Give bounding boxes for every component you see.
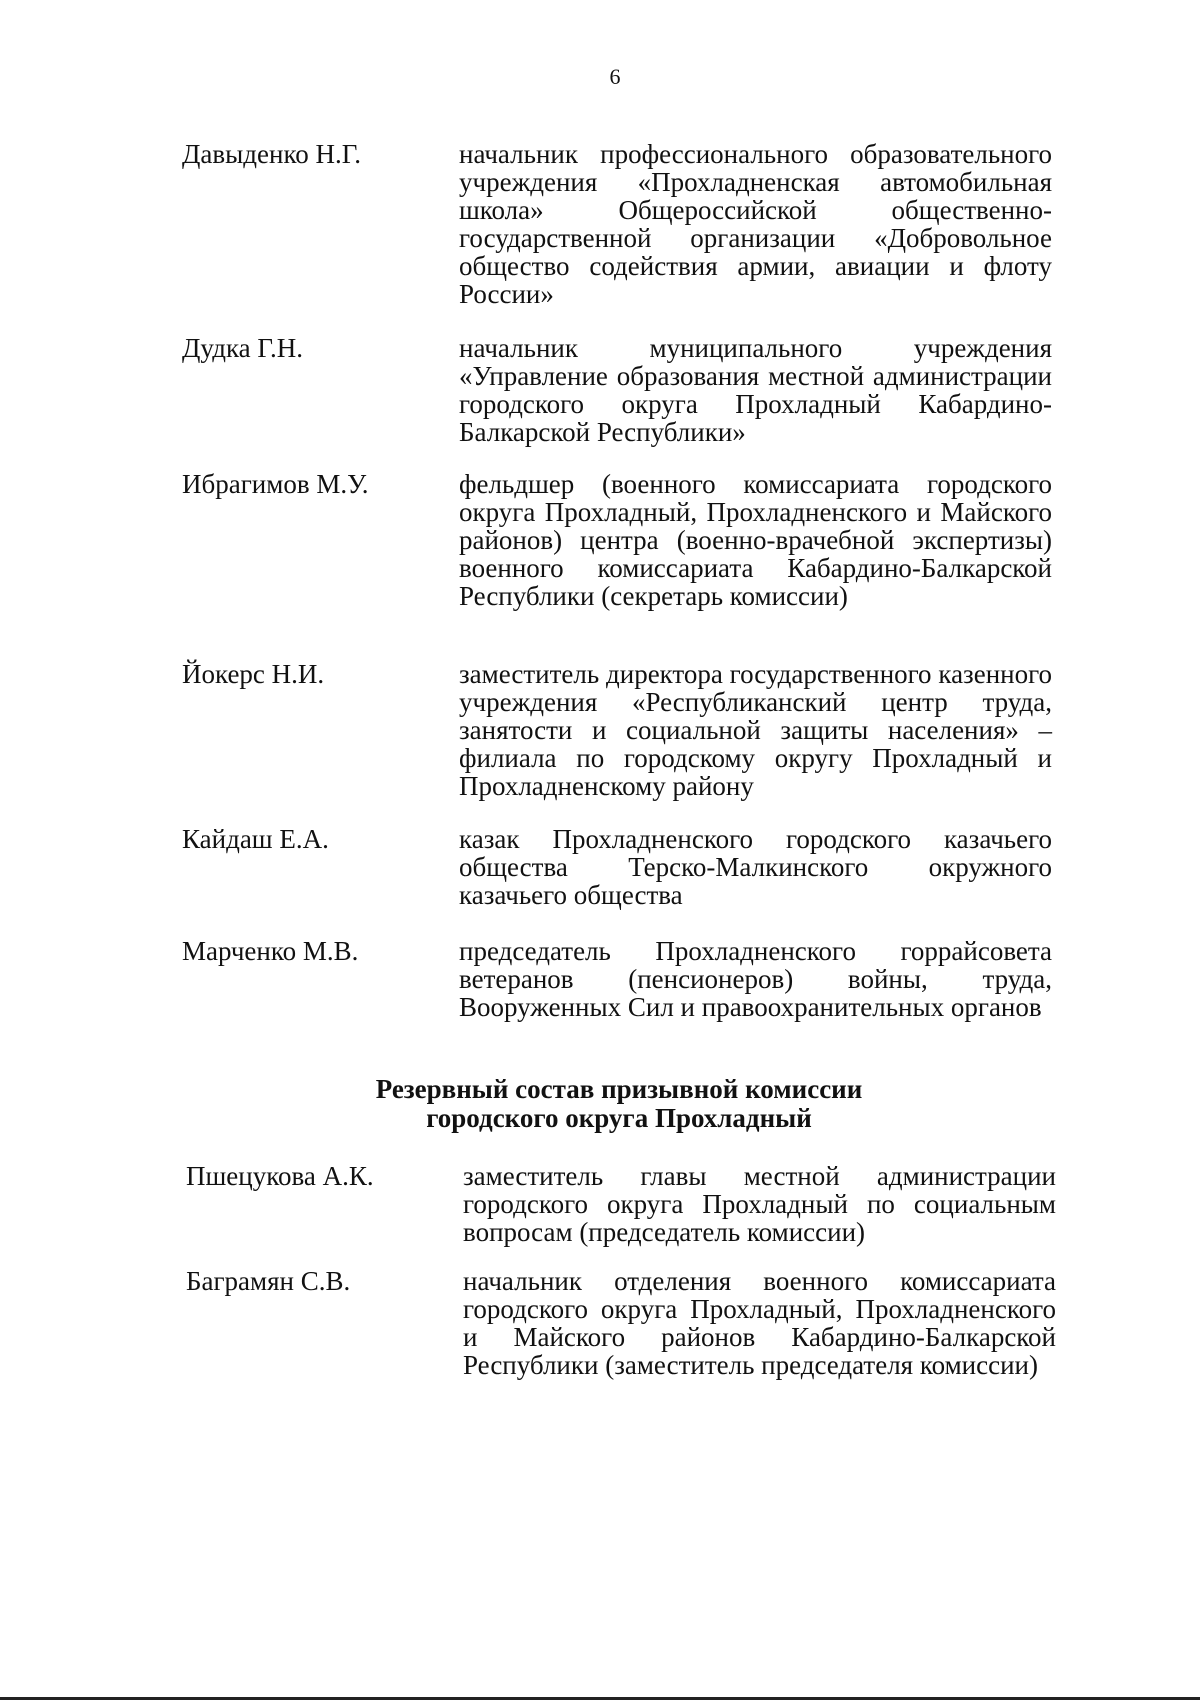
page-bottom-edge bbox=[0, 1697, 1200, 1700]
member-name: Дудка Г.Н. bbox=[182, 333, 303, 363]
member-name: Баграмян С.В. bbox=[186, 1266, 351, 1296]
member-position: казак Прохладненского городского казачьего общества Терско-Малкинского окружного казачьего общества bbox=[459, 824, 1052, 910]
member-name: Марченко М.В. bbox=[182, 936, 359, 966]
member-position: заместитель главы местной администрации городского округа Прохладный по социальным вопросам (председатель комиссии) bbox=[463, 1161, 1056, 1247]
member-position: начальник отделения военного комиссариата городского округа Прохладный, Прохладненского и Майского районов Кабардино-Балкарской Республики (заместитель председателя комиссии) bbox=[463, 1266, 1056, 1380]
section-heading bbox=[0, 1075, 1200, 1133]
member-position: начальник профессионального образовательного учреждения «Прохладненская автомобильная школа» Общероссийской общественно-государственной организации «Добровольное общество содействия армии, авиации и флоту России» bbox=[459, 139, 1052, 309]
section-heading-line: городского округа Прохладный bbox=[426, 1103, 812, 1133]
member-name: Кайдаш Е.А. bbox=[182, 824, 329, 854]
member-position: заместитель директора государственного казенного учреждения «Республиканский центр труда, занятости и социальной защиты населения» – филиала по городскому округу Прохладный и Прохладненскому району bbox=[459, 659, 1052, 801]
member-position: фельдшер (военного комиссариата городского округа Прохладный, Прохладненского и Майского районов) центра (военно-врачебной экспертизы) военного комиссариата Кабардино-Балкарской Республики (секретарь комиссии) bbox=[459, 469, 1052, 611]
member-position: начальник муниципального учреждения «Управление образования местной администрации городского округа Прохладный Кабардино-Балкарской Республики» bbox=[459, 333, 1052, 447]
member-name: Йокерс Н.И. bbox=[182, 659, 325, 689]
member-name: Ибрагимов М.У. bbox=[182, 469, 369, 499]
page-number: 6 bbox=[609, 64, 621, 89]
section-heading-line: Резервный состав призывной комиссии bbox=[375, 1074, 863, 1104]
member-position: председатель Прохладненского горрайсовета ветеранов (пенсионеров) войны, труда, Вооруженных Сил и правоохранительных органов bbox=[459, 936, 1052, 1022]
member-name: Пшецукова А.К. bbox=[186, 1161, 374, 1191]
member-name: Давыденко Н.Г. bbox=[182, 139, 362, 169]
